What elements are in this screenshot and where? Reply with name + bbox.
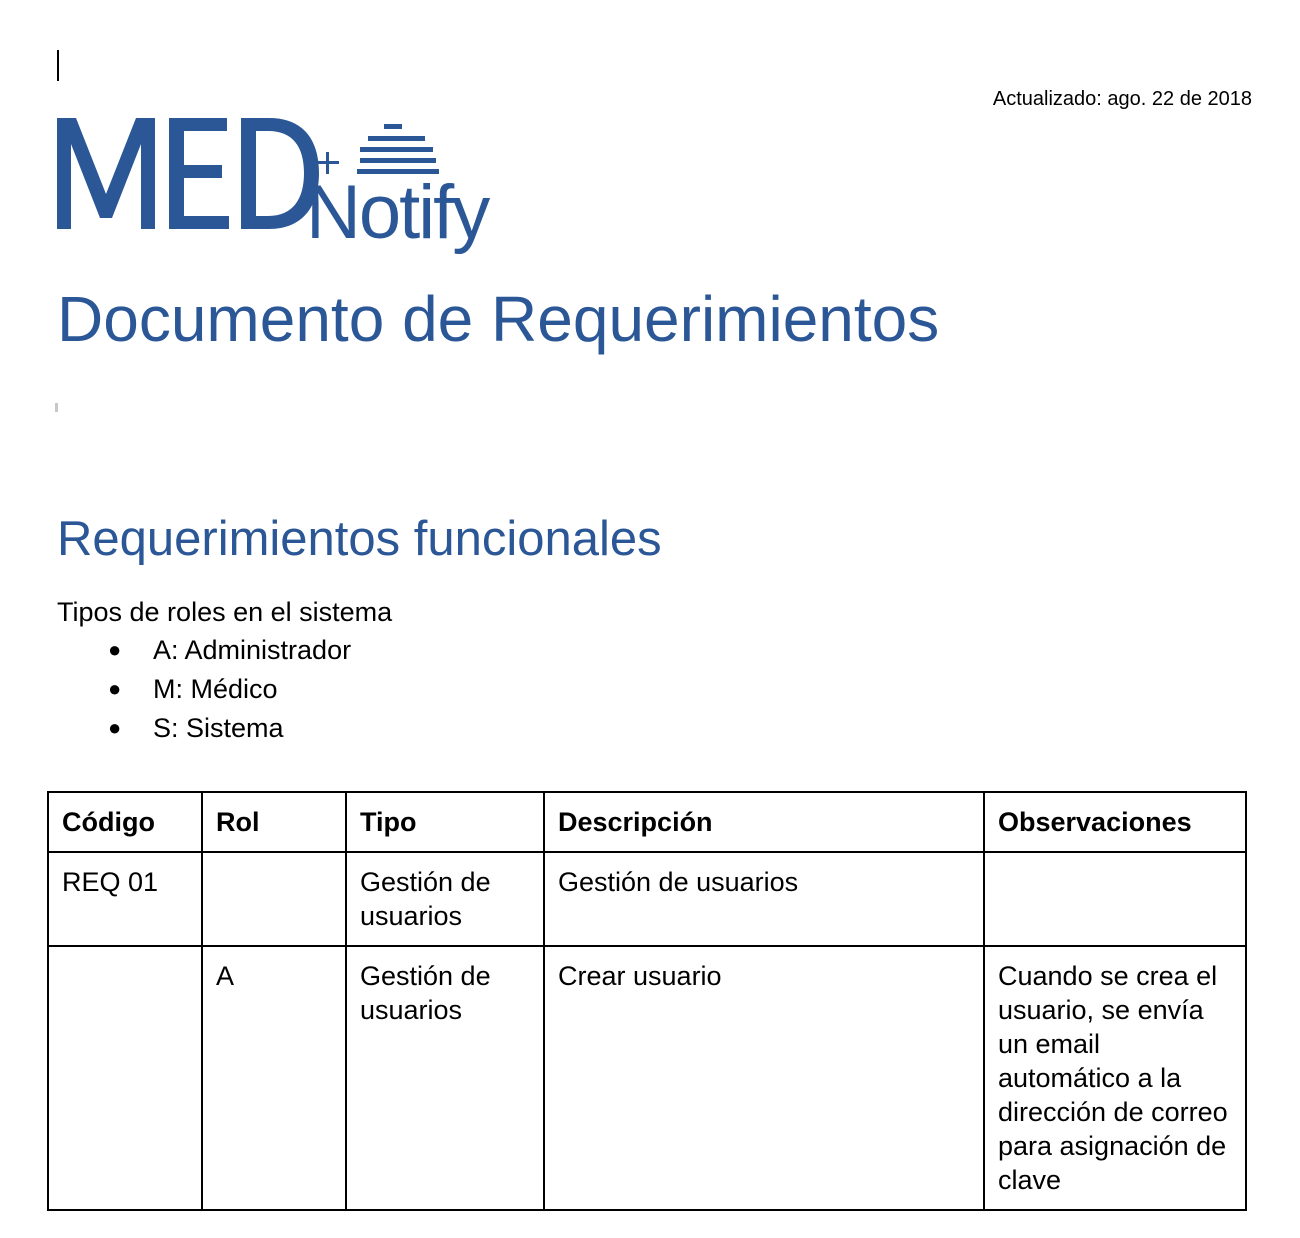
- cell-codigo: REQ 01: [48, 852, 202, 946]
- document-title: Documento de Requerimientos: [57, 283, 940, 355]
- cell-tipo: Gestión de usuarios: [346, 852, 544, 946]
- mednotify-logo: [57, 112, 503, 258]
- cell-descripcion: Crear usuario: [544, 946, 984, 1210]
- cell-codigo: [48, 946, 202, 1210]
- bullet-icon: ●: [108, 637, 122, 662]
- bullet-icon: ●: [108, 676, 122, 701]
- column-header-codigo: Código: [48, 792, 202, 852]
- column-header-tipo: Tipo: [346, 792, 544, 852]
- paragraph-marker: [55, 403, 58, 412]
- cell-observaciones: Cuando se crea el usuario, se envía un email automático a la dirección de correo para asignación de clave: [984, 946, 1246, 1210]
- column-header-observaciones: Observaciones: [984, 792, 1246, 852]
- table-row: [48, 852, 1246, 946]
- table-header-row: [48, 792, 1246, 852]
- role-label: S: Sistema: [153, 713, 284, 743]
- section-title: Requerimientos funcionales: [57, 512, 662, 566]
- column-header-descripcion: Descripción: [544, 792, 984, 852]
- cell-descripcion: Gestión de usuarios: [544, 852, 984, 946]
- role-label: M: Médico: [153, 674, 278, 704]
- cell-tipo: Gestión de usuarios: [346, 946, 544, 1210]
- svg-text:Notify: Notify: [306, 170, 489, 255]
- roles-intro: Tipos de roles en el sistema: [57, 597, 393, 627]
- updated-date: Actualizado: ago. 22 de 2018: [992, 88, 1252, 110]
- bullet-icon: ●: [108, 715, 122, 740]
- cell-rol: [202, 852, 346, 946]
- role-label: A: Administrador: [153, 635, 352, 665]
- text-cursor: [57, 50, 59, 81]
- requirements-table: [47, 791, 1247, 1211]
- column-header-rol: Rol: [202, 792, 346, 852]
- cell-rol: A: [202, 946, 346, 1210]
- cell-observaciones: [984, 852, 1246, 946]
- table-row: [48, 946, 1246, 1210]
